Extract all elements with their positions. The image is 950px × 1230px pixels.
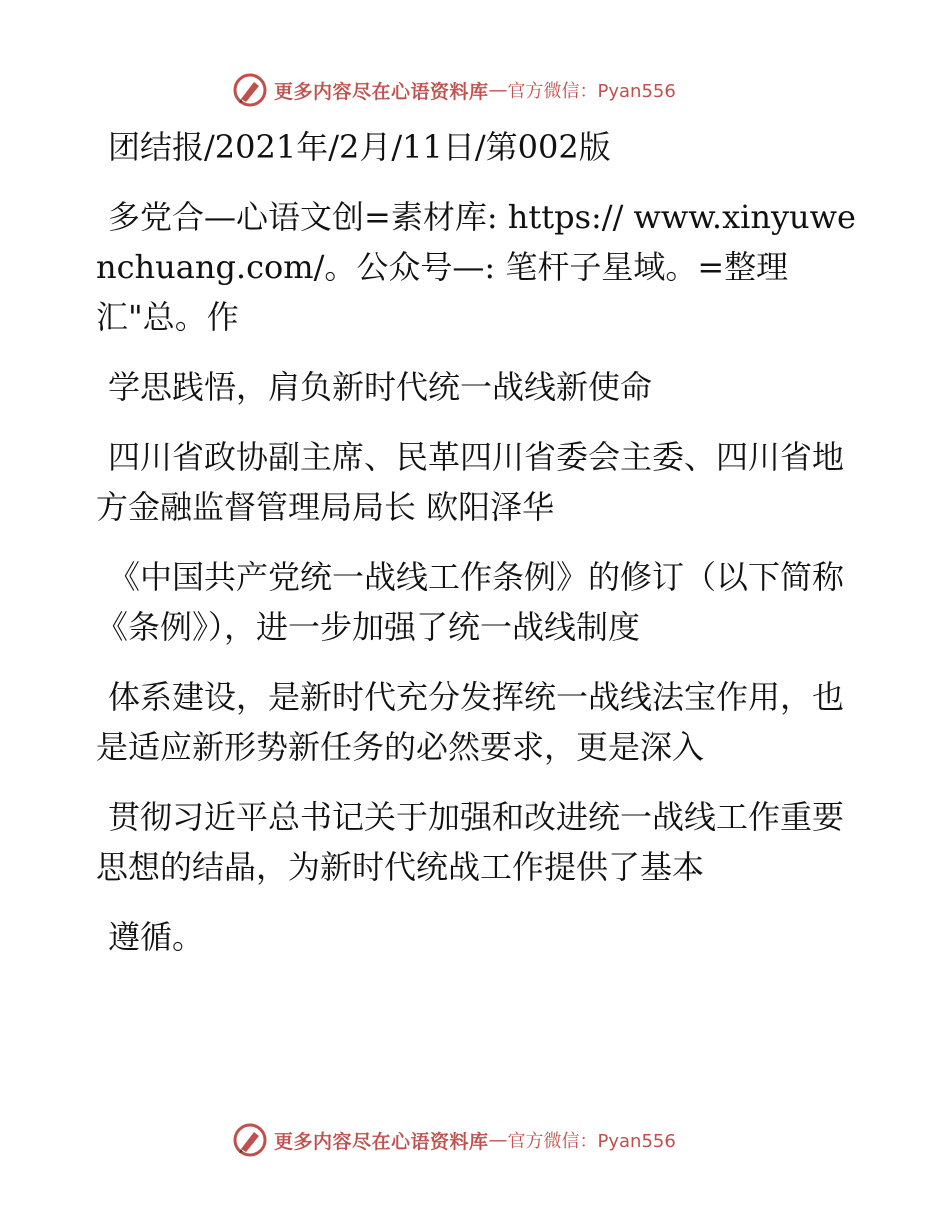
watermark-separator: — [488, 79, 508, 101]
pen-logo-icon [232, 72, 268, 108]
paragraph-text: 贯彻习近平总书记关于加强和改进统一战线工作重要思想的结晶，为新时代统战工作提供了基本 [96, 798, 845, 886]
paragraph-source [96, 122, 866, 172]
watermark-main-text: 更多内容尽在心语资料库 [274, 80, 489, 103]
paragraph-body-4 [96, 912, 866, 962]
paragraph-text: 遵循。 [108, 918, 205, 956]
footer-watermark [232, 1122, 676, 1158]
watermark-main-text: 更多内容尽在心语资料库 [274, 1130, 489, 1153]
paragraph-title [96, 362, 866, 412]
pen-logo-icon [232, 1122, 268, 1158]
header-watermark [232, 72, 676, 108]
watermark-separator: — [488, 1129, 508, 1151]
paragraph-text: 《中国共产党统一战线工作条例》的修订（以下简称《条例》），进一步加强了统一战线制度 [96, 558, 845, 646]
paragraph-text: 团结报/2021年/2月/11日/第002版 [108, 128, 611, 166]
paragraph-body-2 [96, 672, 866, 772]
paragraph-text: 体系建设，是新时代充分发挥统一战线法宝作用，也是适应新形势新任务的必然要求，更是深入 [96, 678, 845, 766]
document-body [96, 122, 866, 982]
paragraph-text: 多党合—心语文创=素材库: https:// www.xinyuwenchuang.com/。公众号—: 笔杆子星域。=整理汇"总。作 [96, 198, 856, 336]
paragraph-body-1 [96, 552, 866, 652]
paragraph-body-3 [96, 792, 866, 892]
paragraph-text: 四川省政协副主席、民革四川省委会主委、四川省地方金融监督管理局局长 欧阳泽华 [96, 438, 845, 526]
watermark-wechat-text: 官方微信：Pyan556 [507, 1131, 676, 1152]
watermark-wechat-text: 官方微信：Pyan556 [507, 81, 676, 102]
paragraph-text: 学思践悟，肩负新时代统一战线新使命 [108, 368, 653, 406]
paragraph-author [96, 432, 866, 532]
paragraph-notice [96, 192, 866, 342]
